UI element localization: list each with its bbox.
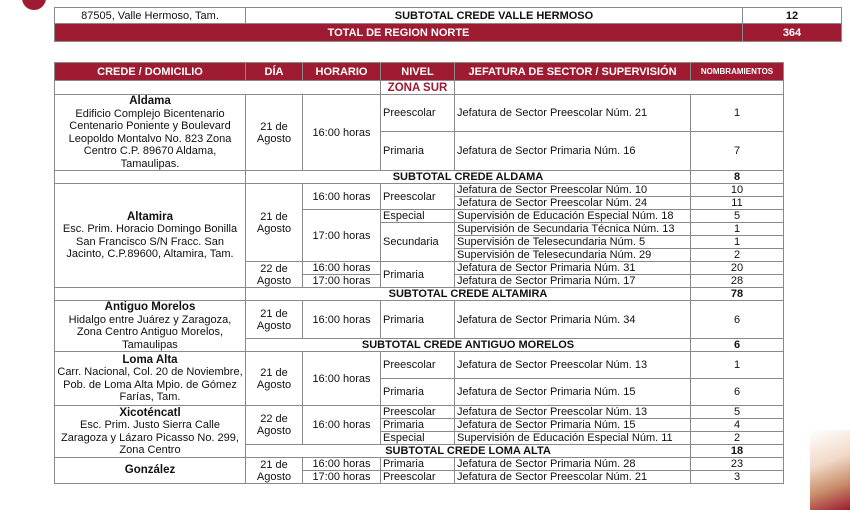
nivel-cell: Especial bbox=[381, 210, 455, 223]
zona-sur-table bbox=[54, 62, 784, 484]
dia-cell: 22 de Agosto bbox=[246, 406, 303, 445]
table-row bbox=[55, 406, 784, 419]
horario-cell: 16:00 horas bbox=[303, 406, 381, 445]
address-tail: 87505, Valle Hermoso, Tam. bbox=[55, 8, 246, 24]
jefatura-cell: Jefatura de Sector Preescolar Núm. 21 bbox=[455, 471, 691, 484]
crede-aldama bbox=[55, 95, 246, 171]
horario-cell: 16:00 horas bbox=[303, 95, 381, 171]
crede-address: Esc. Prim. Horacio Domingo Bonilla San Francisco S/N Fracc. San Jacinto, C.P.89600, Altamira, Tam. bbox=[62, 223, 238, 260]
jefatura-cell: Supervisión de Telesecundaria Núm. 5 bbox=[455, 236, 691, 249]
header-row bbox=[55, 63, 784, 81]
nivel-cell: Primaria bbox=[381, 379, 455, 406]
jefatura-cell: Supervisión de Secundaria Técnica Núm. 13 bbox=[455, 223, 691, 236]
zone-title: ZONA SUR bbox=[381, 81, 455, 95]
nivel-cell: Primaria bbox=[381, 132, 455, 171]
header-dia: DÍA bbox=[246, 63, 303, 81]
crede-name: Loma Alta bbox=[122, 353, 178, 366]
subtotal-value: 8 bbox=[691, 171, 784, 184]
table-row bbox=[55, 95, 784, 132]
decorative-tab bbox=[22, 0, 46, 10]
header-jefatura: JEFATURA DE SECTOR / SUPERVISIÓN bbox=[455, 63, 691, 81]
crede-gonzalez bbox=[55, 458, 246, 484]
crede-xicotencatl bbox=[55, 406, 246, 458]
dia-cell: 22 de Agosto bbox=[246, 262, 303, 288]
horario-cell: 17:00 horas bbox=[303, 275, 381, 288]
jefatura-cell: Jefatura de Sector Primaria Núm. 28 bbox=[455, 458, 691, 471]
crede-name: Altamira bbox=[126, 210, 174, 223]
dia-cell: 21 de Agosto bbox=[246, 458, 303, 484]
crede-address: Edificio Complejo Bicentenario Centenario Poniente y Boulevard Leopoldo Montalvo No. 823 Zona Centro C.P. 89670 Aldama, Tamaulipas. bbox=[68, 107, 232, 170]
jefatura-cell: Supervisión de Educación Especial Núm. 11 bbox=[455, 432, 691, 445]
total-row bbox=[55, 24, 842, 42]
subtotal-row bbox=[55, 288, 784, 301]
horario-cell: 16:00 horas bbox=[303, 262, 381, 275]
nivel-cell: Secundaria bbox=[381, 223, 455, 262]
table-row bbox=[55, 458, 784, 471]
jefatura-cell: Jefatura de Sector Primaria Núm. 16 bbox=[455, 132, 691, 171]
nivel-cell: Preescolar bbox=[381, 352, 455, 379]
crede-address: Esc. Prim. Justo Sierra Calle Zaragoza y Lázaro Picasso No. 299, Zona Centro bbox=[61, 419, 239, 456]
horario-cell: 16:00 horas bbox=[303, 352, 381, 406]
subtotal-label: SUBTOTAL CREDE ALTAMIRA bbox=[246, 288, 691, 301]
nombramientos-cell: 20 bbox=[691, 262, 784, 275]
crede-address: Hidalgo entre Juárez y Zaragoza, Zona Centro Antiguo Morelos, Tamaulipas bbox=[68, 313, 232, 351]
horario-cell: 17:00 horas bbox=[303, 471, 381, 484]
nombramientos-cell: 3 bbox=[691, 471, 784, 484]
nivel-cell: Preescolar bbox=[381, 406, 455, 419]
nombramientos-cell: 23 bbox=[691, 458, 784, 471]
nombramientos-cell: 5 bbox=[691, 406, 784, 419]
subtotal-value: 78 bbox=[691, 288, 784, 301]
header-nivel: NIVEL bbox=[381, 63, 455, 81]
nombramientos-cell: 4 bbox=[691, 419, 784, 432]
crede-name: Xicoténcatl bbox=[119, 406, 181, 419]
nombramientos-cell: 10 bbox=[691, 184, 784, 197]
dia-cell: 21 de Agosto bbox=[246, 301, 303, 339]
jefatura-cell: Jefatura de Sector Preescolar Núm. 21 bbox=[455, 95, 691, 132]
nombramientos-cell: 5 bbox=[691, 210, 784, 223]
subtotal-label: SUBTOTAL CREDE VALLE HERMOSO bbox=[246, 8, 743, 24]
nivel-cell: Primaria bbox=[381, 262, 455, 288]
nombramientos-cell: 11 bbox=[691, 197, 784, 210]
table-row bbox=[55, 8, 842, 24]
nivel-cell: Especial bbox=[381, 432, 455, 445]
region-norte-table bbox=[54, 7, 842, 42]
decorative-corner bbox=[810, 430, 850, 510]
header-crede: CREDE / DOMICILIO bbox=[55, 63, 246, 81]
table-row bbox=[55, 352, 784, 379]
nombramientos-cell: 6 bbox=[691, 301, 784, 339]
crede-address: Carr. Nacional, Col. 20 de Noviembre, Pob. de Loma Alta Mpio. de Gómez Farías, Tam. bbox=[57, 366, 243, 403]
nivel-cell: Primaria bbox=[381, 458, 455, 471]
dia-cell: 21 de Agosto bbox=[246, 352, 303, 406]
header-nombramientos: NOMBRAMIENTOS bbox=[691, 63, 784, 81]
jefatura-cell: Jefatura de Sector Primaria Núm. 15 bbox=[455, 379, 691, 406]
jefatura-cell: Jefatura de Sector Primaria Núm. 15 bbox=[455, 419, 691, 432]
nivel-cell: Preescolar bbox=[381, 95, 455, 132]
table-row bbox=[55, 184, 784, 197]
nivel-cell: Primaria bbox=[381, 419, 455, 432]
nombramientos-cell: 28 bbox=[691, 275, 784, 288]
nivel-cell: Preescolar bbox=[381, 471, 455, 484]
horario-cell: 16:00 horas bbox=[303, 458, 381, 471]
subtotal-row bbox=[55, 171, 784, 184]
nombramientos-cell: 2 bbox=[691, 432, 784, 445]
crede-name: González bbox=[124, 464, 176, 477]
subtotal-value: 18 bbox=[691, 445, 784, 458]
jefatura-cell: Jefatura de Sector Preescolar Núm. 24 bbox=[455, 197, 691, 210]
subtotal-label: SUBTOTAL CREDE LOMA ALTA bbox=[246, 445, 691, 458]
crede-antiguo-morelos bbox=[55, 301, 246, 352]
header-horario: HORARIO bbox=[303, 63, 381, 81]
jefatura-cell: Jefatura de Sector Preescolar Núm. 13 bbox=[455, 406, 691, 419]
nombramientos-cell: 7 bbox=[691, 132, 784, 171]
horario-cell: 16:00 horas bbox=[303, 184, 381, 210]
jefatura-cell: Jefatura de Sector Primaria Núm. 31 bbox=[455, 262, 691, 275]
total-value: 364 bbox=[743, 24, 842, 42]
crede-name: Aldama bbox=[129, 95, 171, 107]
nombramientos-cell: 1 bbox=[691, 223, 784, 236]
jefatura-cell: Jefatura de Sector Preescolar Núm. 10 bbox=[455, 184, 691, 197]
jefatura-cell: Supervisión de Telesecundaria Núm. 29 bbox=[455, 249, 691, 262]
dia-cell: 21 de Agosto bbox=[246, 184, 303, 262]
subtotal-value: 12 bbox=[743, 8, 842, 24]
jefatura-cell: Jefatura de Sector Primaria Núm. 17 bbox=[455, 275, 691, 288]
nombramientos-cell: 1 bbox=[691, 352, 784, 379]
subtotal-value: 6 bbox=[691, 339, 784, 352]
crede-name: Antiguo Morelos bbox=[104, 301, 196, 313]
total-label: TOTAL DE REGION NORTE bbox=[55, 24, 743, 42]
nivel-cell: Preescolar bbox=[381, 184, 455, 210]
nombramientos-cell: 1 bbox=[691, 95, 784, 132]
horario-cell: 16:00 horas bbox=[303, 301, 381, 339]
jefatura-cell: Supervisión de Educación Especial Núm. 18 bbox=[455, 210, 691, 223]
nombramientos-cell: 2 bbox=[691, 249, 784, 262]
subtotal-label: SUBTOTAL CREDE ALDAMA bbox=[246, 171, 691, 184]
dia-cell: 21 de Agosto bbox=[246, 95, 303, 171]
nivel-cell: Primaria bbox=[381, 301, 455, 339]
crede-loma-alta bbox=[55, 352, 246, 406]
nombramientos-cell: 6 bbox=[691, 379, 784, 406]
crede-altamira bbox=[55, 184, 246, 288]
jefatura-cell: Jefatura de Sector Preescolar Núm. 13 bbox=[455, 352, 691, 379]
jefatura-cell: Jefatura de Sector Primaria Núm. 34 bbox=[455, 301, 691, 339]
subtotal-label: SUBTOTAL CREDE ANTIGUO MORELOS bbox=[246, 339, 691, 352]
table-row bbox=[55, 301, 784, 339]
horario-cell: 17:00 horas bbox=[303, 210, 381, 262]
nombramientos-cell: 1 bbox=[691, 236, 784, 249]
zone-row bbox=[55, 81, 784, 95]
